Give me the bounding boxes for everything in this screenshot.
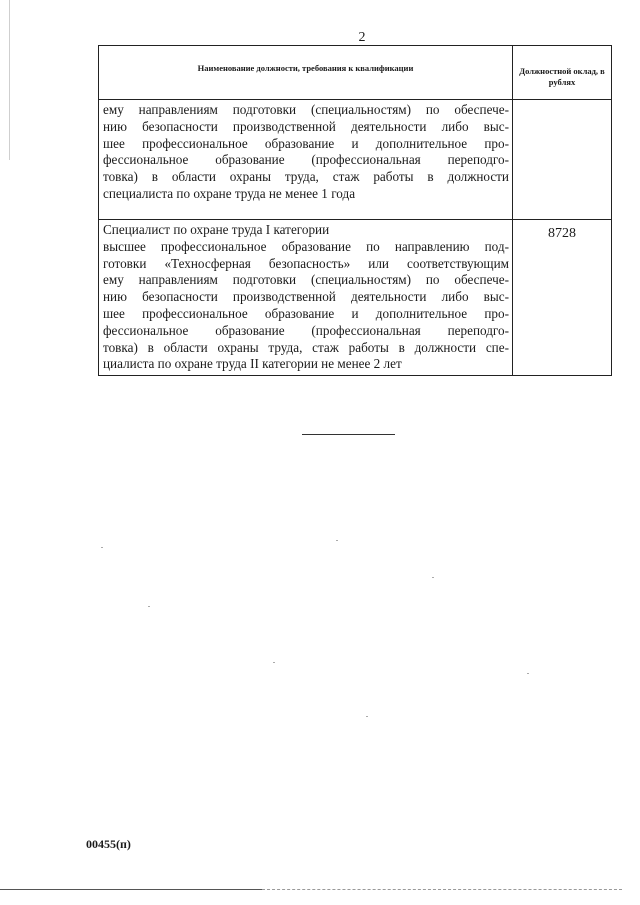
scan-speck bbox=[148, 606, 150, 607]
header-position: Наименование должности, требования к квалификации bbox=[99, 46, 513, 100]
scan-edge-bottom bbox=[262, 889, 622, 890]
requirements-line: нию безопасности производственной деятельности либо выс- bbox=[103, 118, 509, 134]
qualification-table bbox=[98, 45, 612, 376]
requirements-line: специалиста по охране труда не менее 1 года bbox=[103, 185, 356, 201]
scan-edge-bottom bbox=[0, 889, 262, 890]
separator-line bbox=[302, 434, 395, 435]
requirements-line: товка) в области охраны труда, стаж работы в должности bbox=[103, 169, 509, 185]
requirements-line: высшее профессиональное образование по направлению под- bbox=[103, 238, 509, 254]
scan-edge-left bbox=[9, 0, 10, 160]
table-header-row bbox=[99, 46, 612, 100]
salary-cell bbox=[513, 100, 612, 220]
table-row bbox=[99, 100, 612, 220]
position-requirements-cell bbox=[99, 100, 513, 220]
position-requirements-cell bbox=[99, 220, 513, 376]
requirements-line: ему направлениям подготовки (специальностям) по обеспече- bbox=[103, 102, 509, 117]
salary-cell: 8728 bbox=[513, 220, 612, 376]
requirements-line: товка) в области охраны труда, стаж работы в должности спе- bbox=[103, 339, 509, 355]
scan-speck bbox=[273, 662, 275, 663]
scan-speck bbox=[432, 577, 434, 578]
requirements-line: фессиональное образование (профессиональная переподго- bbox=[103, 152, 509, 168]
requirements-line: нию безопасности производственной деятельности либо выс- bbox=[103, 289, 509, 305]
header-salary: Должностной оклад, в рублях bbox=[513, 46, 612, 100]
scan-speck bbox=[336, 540, 338, 541]
scan-speck bbox=[366, 716, 368, 717]
requirements-line: ему направлениям подготовки (специальностям) по обеспече- bbox=[103, 272, 509, 288]
scan-speck bbox=[101, 547, 103, 548]
page-number: 2 bbox=[358, 30, 366, 45]
position-title: Специалист по охране труда I категории bbox=[103, 222, 330, 237]
requirements-line: готовки «Техносферная безопасность» или соответствующим bbox=[103, 255, 509, 271]
scan-speck bbox=[527, 673, 529, 674]
requirements-line: шее профессиональное образование и дополнительное про- bbox=[103, 135, 509, 151]
requirements-line: циалиста по охране труда II категории не менее 2 лет bbox=[103, 356, 402, 372]
table-row bbox=[99, 220, 612, 376]
requirements-line: фессиональное образование (профессиональная переподго- bbox=[103, 322, 509, 338]
document-code: 00455(п) bbox=[86, 837, 131, 851]
requirements-line: шее профессиональное образование и дополнительное про- bbox=[103, 305, 509, 321]
